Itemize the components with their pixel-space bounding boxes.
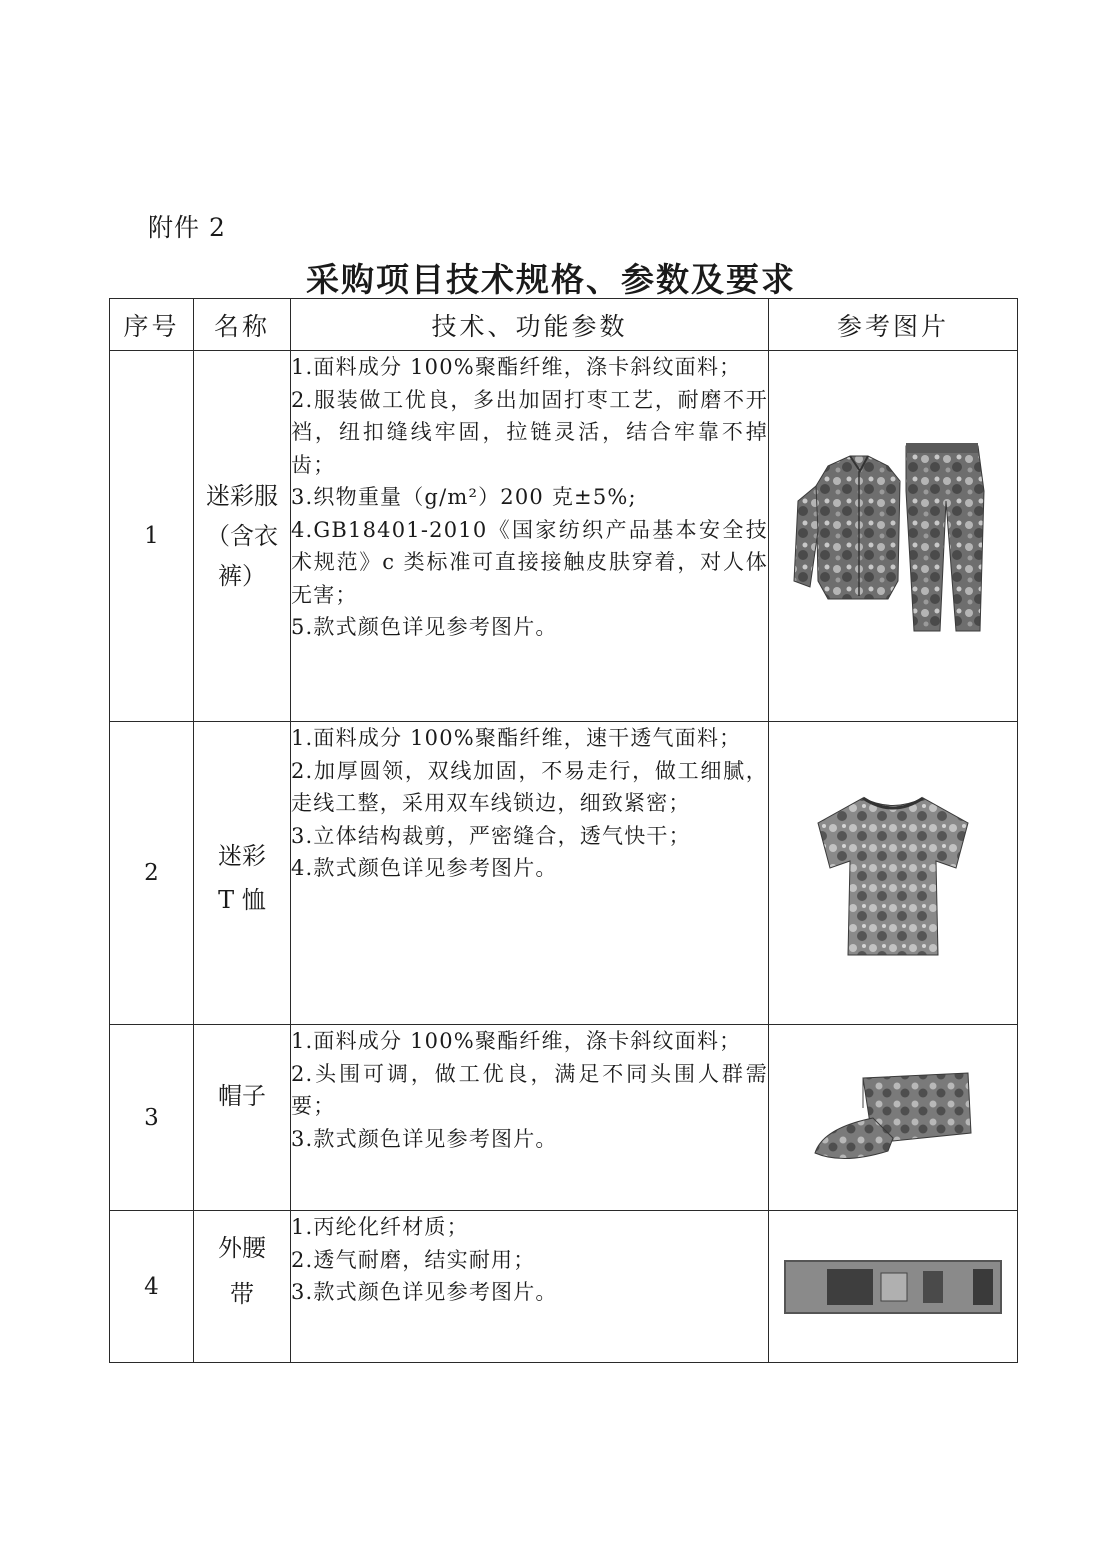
row-name: 外腰带 [218, 1234, 266, 1308]
header-seq: 序号 [110, 299, 194, 351]
param-line: 5.款式颜色详见参考图片。 [291, 615, 558, 639]
table-header-row [110, 299, 1018, 351]
param-line: 1.面料成分 100%聚酯纤维，涤卡斜纹面料； [291, 355, 742, 379]
document-title: 采购项目技术规格、参数及要求 [306, 260, 796, 299]
param-line: 3.款式颜色详见参考图片。 [291, 1126, 558, 1151]
row-name: 迷彩服（含衣裤） [206, 482, 278, 590]
param-line: 3.织物重量（g/m²）200 克±5%; [291, 485, 637, 509]
camouflage-tshirt-icon [808, 783, 978, 963]
row-name: 帽子 [218, 1082, 266, 1110]
param-line: 2.透气耐磨，结实耐用； [291, 1247, 536, 1272]
spec-table [109, 298, 1018, 1363]
param-line: 2.加厚圆领，双线加固，不易走行，做工细腻，走线工整，采用双车线锁边，细致紧密； [291, 758, 768, 815]
header-image: 参考图片 [769, 299, 1018, 351]
header-params: 技术、功能参数 [291, 299, 769, 351]
param-line: 1.丙纶化纤材质； [291, 1215, 469, 1239]
table-row [110, 1211, 1018, 1363]
belt-icon [783, 1259, 1003, 1315]
param-line: 3.款式颜色详见参考图片。 [291, 1280, 558, 1304]
row-seq: 3 [110, 1025, 194, 1211]
param-line: 4.GB18401-2010《国家纺织产品基本安全技术规范》c 类标准可直接接触皮肤穿着，对人体无害； [291, 517, 768, 607]
param-line: 1.面料成分 100%聚酯纤维，速干透气面料； [291, 726, 742, 750]
camouflage-cap-icon [803, 1063, 983, 1173]
row-seq: 2 [110, 722, 194, 1025]
param-line: 2.头围可调，做工优良，满足不同头围人群需要； [291, 1061, 768, 1118]
row-seq: 1 [110, 351, 194, 722]
table-row [110, 722, 1018, 1025]
row-name: 迷彩 T 恤 [218, 842, 266, 914]
param-line: 2.服装做工优良，多出加固打枣工艺，耐磨不开裆，纽扣缝线牢固，拉链灵活，结合牢靠不掉齿； [291, 387, 768, 477]
attachment-label: 附件 2 [148, 213, 226, 242]
param-line: 1.面料成分 100%聚酯纤维，涤卡斜纹面料； [291, 1029, 742, 1053]
param-line: 4.款式颜色详见参考图片。 [291, 856, 558, 880]
table-row [110, 351, 1018, 722]
table-row [110, 1025, 1018, 1211]
param-line: 3.立体结构裁剪，严密缝合，透气快干； [291, 823, 691, 848]
camouflage-uniform-icon [788, 431, 998, 641]
row-seq: 4 [110, 1211, 194, 1363]
header-name: 名称 [194, 299, 291, 351]
